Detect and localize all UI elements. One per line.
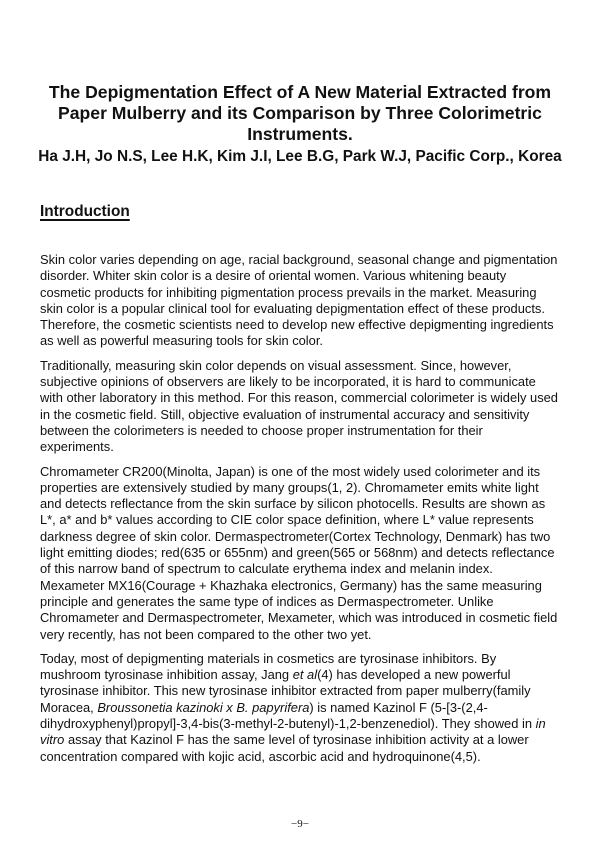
italic-run: in vitro: [40, 716, 546, 748]
text-run: (4) has developed a new powerful tyrosinase inhibitor. This new tyrosinase inhibitor extracted from paper mulberry(family Moracea,: [40, 667, 531, 715]
text-run: Today, most of depigmenting materials in cosmetics are tyrosinase inhibitors. By mushroom tyrosinase inhibition assay, Jang: [40, 650, 497, 683]
section-heading-introduction: Introduction: [40, 203, 130, 220]
text-run: assay that Kazinol F has the same level of tyrosinase inhibition activity at a lower concentration compared with kojic acid, ascorbic acid and hydroquinone(4,5).: [40, 732, 529, 764]
paper-title: The Depigmentation Effect of A New Material Extracted from Paper Mulberry and its Comparison by Three Colorimetric Instruments.: [48, 82, 552, 144]
paragraph-3: Chromameter CR200(Minolta, Japan) is one of the most widely used colorimeter and its properties are extensively studied by many groups(1, 2). Chromameter emits white light and detects reflectance from the skin surface by silicon photocells. Results are shown as L*, a* and b* values according to CIE color space definition, where L* value represents darkness degree of skin color. Dermaspectrometer(Cortex Technology, Denmark) has two light emitting diodes; red(635 or 655nm) and green(565 or 568nm) and detects reflectance of this narrow band of spectrum to calculate erythema index and melanin index. Mexameter MX16(Courage + Khazhaka electronics, Germany) has the same measuring principle and generates the same type of indices as Dermaspectrometer. Unlike Chromameter and Dermaspectrometer, Mexameter, which was introduced in cosmetic field very recently, has not been compared to the other two yet.: [40, 463, 558, 642]
paragraph-1: Skin color varies depending on age, racial background, seasonal change and pigmentation disorder. Whiter skin color is a desire of oriental women. Various whitening beauty cosmetic products for inhibiting pigmentation process prevails in the market. Measuring skin color is a popular clinical tool for evaluating depigmentation effect of these products. Therefore, the cosmetic scientists need to develop new effective depigmenting ingredients as well as powerful measuring tools for skin color.: [40, 252, 558, 349]
italic-run: et al: [292, 667, 318, 683]
text-run: ) is named Kazinol F (5-[3-(2,4-dihydroxyphenyl)propyl]-3,4-bis(3-methyl-2-butenyl)-1,2-benzenediol). They showed in: [40, 699, 536, 732]
italic-run: Broussonetia kazinoki x B. papyrifera: [97, 699, 310, 715]
author-list: Ha J.H, Jo N.S, Lee H.K, Kim J.I, Lee B.G, Park W.J, Pacific Corp., Korea: [38, 148, 562, 165]
paragraph-4: [40, 651, 560, 765]
paragraph-2: Traditionally, measuring skin color depends on visual assessment. Since, however, subjective opinions of observers are likely to be incorporated, it is hard to communicate with other laboratory in this method. For this reason, commercial colorimeter is widely used in the cosmetic field. Still, objective evaluation of instrumental accuracy and sensitivity between the colorimeters is needed to choose proper instrumentation for their experiments.: [40, 357, 558, 455]
page-number: −9−: [291, 818, 309, 830]
body-text: [40, 252, 560, 773]
